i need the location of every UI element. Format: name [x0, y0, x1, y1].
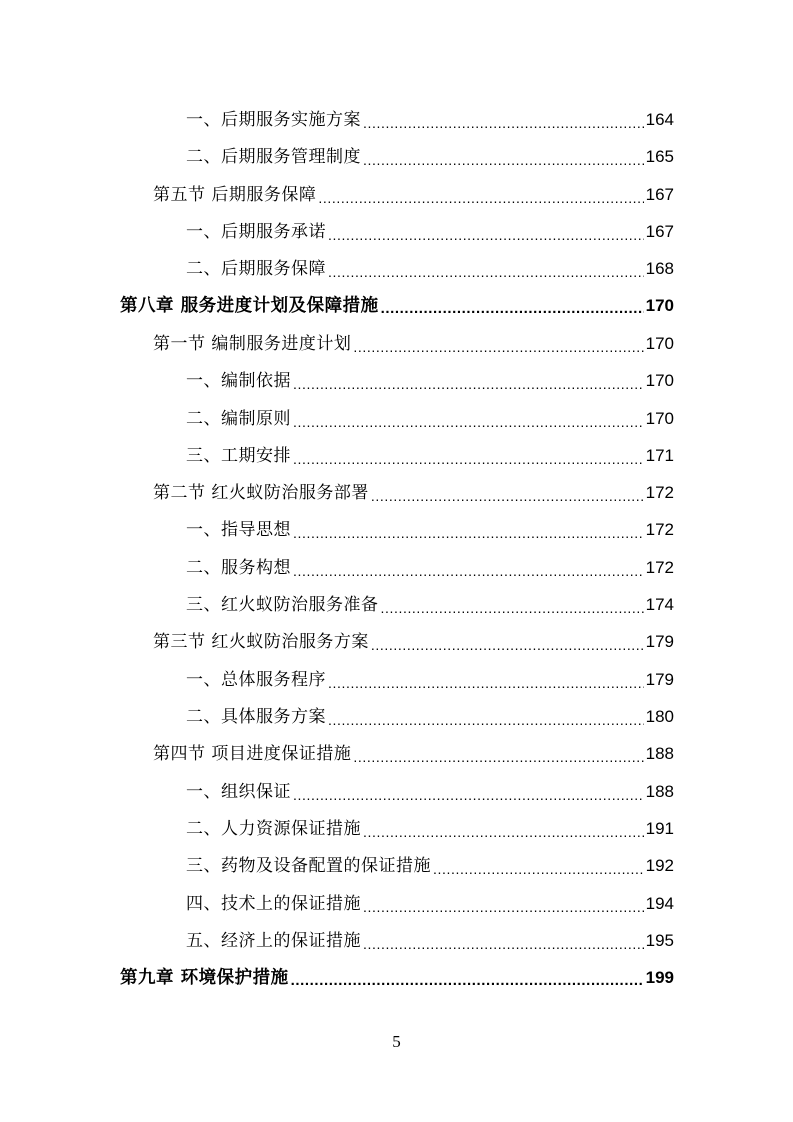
toc-entry-label: 二、后期服务管理制度: [186, 147, 361, 167]
toc-entry-label: 第二节 红火蚁防治服务部署: [153, 483, 369, 503]
toc-entry-label: 二、后期服务保障: [186, 259, 326, 279]
toc-dot-leader: [328, 224, 644, 244]
toc-entry-page-number: 170: [645, 296, 674, 315]
toc-subsection-entry[interactable]: [186, 257, 674, 281]
toc-dot-leader: [363, 821, 644, 841]
toc-section-entry[interactable]: [153, 742, 674, 766]
toc-dot-leader: [293, 522, 644, 542]
toc-entry-label: 二、人力资源保证措施: [186, 819, 361, 839]
toc-entry-page-number: 172: [645, 483, 674, 502]
toc-entry-label: 第三节 红火蚁防治服务方案: [153, 632, 369, 652]
toc-subsection-entry[interactable]: [186, 145, 674, 169]
toc-entry-label: 一、总体服务程序: [186, 670, 326, 690]
toc-dot-leader: [328, 261, 644, 281]
toc-entry-label: 二、编制原则: [186, 409, 291, 429]
toc-entry-label: 一、编制依据: [186, 371, 291, 391]
toc-entry-label: 一、指导思想: [186, 520, 291, 540]
toc-section-entry[interactable]: [153, 332, 674, 356]
toc-dot-leader: [293, 560, 644, 580]
toc-dot-leader: [363, 149, 644, 169]
toc-entry-page-number: 167: [645, 222, 674, 241]
toc-entry-page-number: 170: [645, 409, 674, 428]
toc-entry-page-number: 172: [645, 520, 674, 539]
toc-subsection-entry[interactable]: [186, 892, 674, 916]
toc-dot-leader: [293, 784, 644, 804]
toc-section-entry[interactable]: [153, 630, 674, 654]
toc-subsection-entry[interactable]: [186, 108, 674, 132]
toc-entry-page-number: 188: [645, 782, 674, 801]
toc-entry-page-number: 168: [645, 259, 674, 278]
toc-subsection-entry[interactable]: [186, 444, 674, 468]
toc-entry-page-number: 171: [645, 446, 674, 465]
toc-dot-leader: [293, 448, 644, 468]
toc-chapter-entry[interactable]: [120, 966, 674, 990]
toc-subsection-entry[interactable]: [186, 668, 674, 692]
toc-entry-label: 二、具体服务方案: [186, 707, 326, 727]
toc-dot-leader: [371, 634, 644, 654]
toc-dot-leader: [433, 858, 644, 878]
toc-dot-leader: [353, 746, 643, 766]
toc-entry-page-number: 179: [645, 632, 674, 651]
toc-dot-leader: [293, 411, 644, 431]
toc-entry-page-number: 180: [645, 707, 674, 726]
toc-dot-leader: [381, 597, 644, 617]
toc-entry-label: 二、服务构想: [186, 558, 291, 578]
toc-entry-page-number: 195: [645, 931, 674, 950]
toc-dot-leader: [291, 970, 644, 990]
toc-subsection-entry[interactable]: [186, 369, 674, 393]
toc-subsection-entry[interactable]: [186, 929, 674, 953]
toc-entry-page-number: 199: [645, 968, 674, 987]
toc-entry-page-number: 170: [645, 371, 674, 390]
toc-entry-page-number: 191: [645, 819, 674, 838]
toc-section-entry[interactable]: [153, 183, 674, 207]
toc-dot-leader: [363, 896, 644, 916]
toc-subsection-entry[interactable]: [186, 220, 674, 244]
toc-entry-page-number: 192: [645, 856, 674, 875]
toc-subsection-entry[interactable]: [186, 780, 674, 804]
toc-entry-label: 三、药物及设备配置的保证措施: [186, 856, 431, 876]
toc-subsection-entry[interactable]: [186, 593, 674, 617]
toc-subsection-entry[interactable]: [186, 817, 674, 841]
toc-dot-leader: [363, 933, 644, 953]
toc-subsection-entry[interactable]: [186, 407, 674, 431]
toc-dot-leader: [328, 709, 644, 729]
toc-dot-leader: [318, 187, 643, 207]
toc-entry-label: 五、经济上的保证措施: [186, 931, 361, 951]
toc-entry-label: 一、后期服务承诺: [186, 222, 326, 242]
toc-entry-page-number: 194: [645, 894, 674, 913]
toc-dot-leader: [381, 298, 644, 318]
toc-entry-label: 第五节 后期服务保障: [153, 185, 317, 205]
toc-entry-page-number: 164: [645, 110, 674, 129]
toc-entry-page-number: 165: [645, 147, 674, 166]
toc-entry-label: 第四节 项目进度保证措施: [153, 744, 352, 764]
toc-entry-label: 第八章 服务进度计划及保障措施: [120, 296, 379, 316]
toc-entry-page-number: 170: [645, 334, 674, 353]
toc-entry-label: 三、红火蚁防治服务准备: [186, 595, 379, 615]
toc-dot-leader: [293, 373, 644, 393]
toc-entry-label: 一、组织保证: [186, 782, 291, 802]
toc-dot-leader: [353, 336, 643, 356]
toc-subsection-entry[interactable]: [186, 518, 674, 542]
toc-entry-page-number: 172: [645, 558, 674, 577]
toc-entry-label: 第一节 编制服务进度计划: [153, 334, 352, 354]
toc-entry-page-number: 167: [645, 185, 674, 204]
toc-dot-leader: [371, 485, 644, 505]
toc-subsection-entry[interactable]: [186, 556, 674, 580]
toc-entry-page-number: 174: [645, 595, 674, 614]
toc-subsection-entry[interactable]: [186, 705, 674, 729]
toc-chapter-entry[interactable]: [120, 294, 674, 318]
toc-section-entry[interactable]: [153, 481, 674, 505]
toc-subsection-entry[interactable]: [186, 854, 674, 878]
toc-entry-page-number: 179: [645, 670, 674, 689]
toc-entry-label: 一、后期服务实施方案: [186, 110, 361, 130]
page-number: 5: [392, 1032, 401, 1051]
toc-dot-leader: [363, 112, 644, 132]
toc-entry-label: 三、工期安排: [186, 446, 291, 466]
toc-dot-leader: [328, 672, 644, 692]
toc-entry-label: 四、技术上的保证措施: [186, 894, 361, 914]
toc-entry-label: 第九章 环境保护措施: [120, 968, 289, 988]
toc-entry-page-number: 188: [645, 744, 674, 763]
